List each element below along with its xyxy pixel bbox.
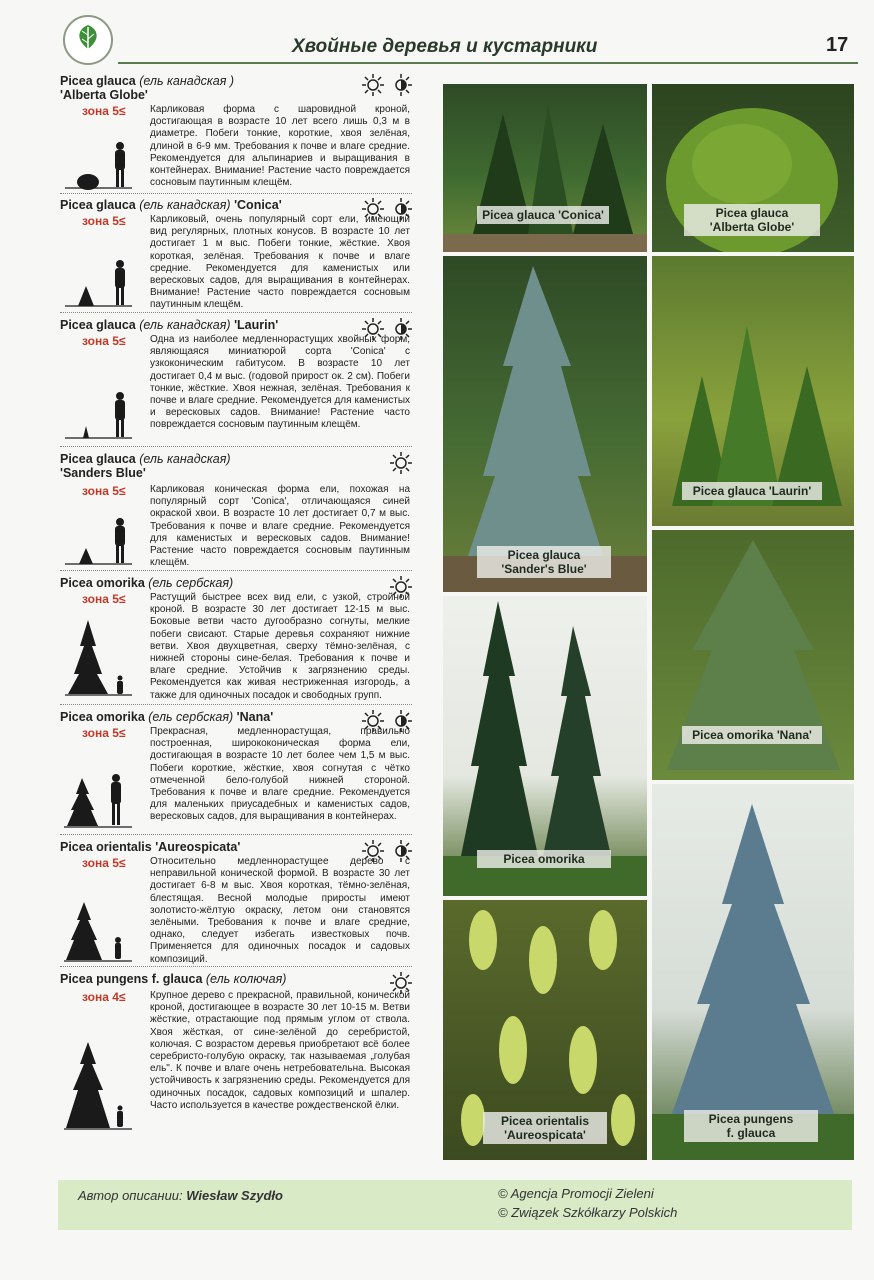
photo-caption: Picea omorika 'Nana': [682, 726, 822, 744]
title-ru: (ель сербская): [148, 576, 234, 590]
entry-description: Относительно медленнорастущее дерево с неправильной конической формой. В возрасте 30 лет достигает 6-8 м выс. Хвоя короткая, тёмно-зелёная, блестящая. Весной молодые приросты имеют золотисто-жёлтую окраску, летом они становятся зелёными. Требования к почве и влаге средние, однако, следует избегать известковых почв. Применяется для одиночных посадок и садовых композиций.: [150, 856, 410, 965]
photo-caption: Picea glauca 'Laurin': [682, 482, 822, 500]
entry-divider: [60, 570, 412, 571]
zone-label: зона 5≤: [82, 592, 126, 606]
entry-description: Прекрасная, медленнорастущая, правильно построенная, ширококоническая форма ели, достигающая в возрасте 10 лет более чем 1,5 м выс. Побеги короткие, жёсткие, хвоя согнутая с чётко отмеченной бело-голубой нижней стороной. Требования к почве и влаге средние. Рекомендуется для маленьких приусадебных и каменистых садов, вересковых садов, для выращивания в контейнерах.: [150, 726, 410, 823]
photo-alberta-globe: [652, 84, 854, 252]
entry-divider: [60, 193, 412, 194]
entry-divider: [60, 312, 412, 313]
light-icons: [390, 452, 412, 474]
entry-omorika: [60, 576, 412, 702]
title-latin: Picea omorika: [60, 710, 145, 724]
title-cultivar: 'Aureospicata': [155, 840, 241, 854]
size-silhouette-icon: [60, 254, 135, 308]
title-ru: (ель канадская ): [139, 74, 235, 88]
light-icons: [362, 74, 412, 96]
title-ru: (ель сербская): [148, 710, 234, 724]
entry-conica: [60, 198, 412, 310]
zone-label: зона 5≤: [82, 726, 126, 740]
half-shade-icon: [390, 74, 412, 96]
photo-conica: [443, 84, 647, 252]
title-cultivar: 'Conica': [234, 198, 282, 212]
entry-omorika-nana: [60, 710, 412, 832]
entry-title: [60, 318, 412, 332]
photo-laurin: [652, 256, 854, 526]
entry-sanders-blue: [60, 452, 412, 568]
title-latin: Picea glauca: [60, 318, 136, 332]
entry-title: [60, 840, 412, 854]
entry-divider: [60, 446, 412, 447]
entry-description: Одна из наиболее медленнорастущих хвойных форм, являющаяся миниатюрой сорта 'Conica' с узкоконическим габитусом. В возрасте 10 лет достигает 0,4 м выс. (годовой прирост ок. 2 см). Побеги тонкие, жёсткие. Хвоя нежная, зелёная. Требования к почве и влаге средние. Рекомендуется для каменистых и вересковых садов. Внимание! Растение часто повреждается сосновым паутинным клещём.: [150, 334, 410, 431]
title-latin: Picea glauca: [60, 74, 136, 88]
zone-label: зона 5≤: [82, 104, 126, 118]
title-ru: (ель канадская): [139, 318, 231, 332]
title-latin: Picea omorika: [60, 576, 145, 590]
page-title: Хвойные деревья и кустарники: [292, 36, 598, 57]
entry-orientalis: [60, 840, 412, 964]
entry-title: [60, 972, 412, 986]
size-silhouette-icon: [60, 512, 135, 566]
size-silhouette-icon: [60, 386, 135, 440]
zone-label: зона 5≤: [82, 484, 126, 498]
entry-pungens-glauca: [60, 972, 412, 1138]
photo-caption: Picea orientalis 'Aureospicata': [483, 1112, 607, 1144]
header-divider: [118, 62, 858, 64]
title-latin: Picea orientalis: [60, 840, 152, 854]
title-cultivar: 'Sanders Blue': [60, 466, 146, 480]
photo-sanders-blue: [443, 256, 647, 592]
entry-title: [60, 452, 412, 480]
entry-title: [60, 710, 412, 724]
page-number: 17: [826, 34, 849, 56]
title-latin: Picea glauca: [60, 198, 136, 212]
leaf-logo-icon: [63, 15, 113, 65]
title-ru: (ель канадская): [139, 198, 231, 212]
title-ru: (ель колючая): [205, 972, 287, 986]
photo-caption: Picea omorika: [477, 850, 611, 868]
size-silhouette-icon: [60, 896, 135, 964]
entry-description: Карликовая коническая форма ели, похожая на популярный сорт 'Conica', отличающаяся синей окраской хвои. В возрасте 10 лет достигает 0,7 м выс. Требования к почве и влаге средние. Рекомендуется для каменистых и вересковых садов. Внимание! Растение часто повреждается сосновым паутинным клещём.: [150, 484, 410, 569]
entry-title: [60, 74, 412, 102]
entry-divider: [60, 834, 412, 835]
photo-pungens-glauca: [652, 784, 854, 1160]
title-cultivar: 'Alberta Globe': [60, 88, 148, 102]
size-silhouette-icon: [60, 136, 135, 190]
title-latin: Picea pungens f. glauca: [60, 972, 203, 986]
entry-description: Карликовая форма с шаровидной кроной, достигающая в возрасте 10 лет всего лишь 0,3 м в диаметре. Побеги тонкие, короткие, хвоя зелёная, длиной в 6-9 мм. Требования к почве и влаге средние. Рекомендуется для альпинариев и выращивания в контейнерах. Внимание! Растение часто повреждается сосновым паутинным клещём.: [150, 104, 410, 189]
photo-caption: Picea glauca 'Conica': [477, 206, 609, 224]
copyright-line: © Agencja Promocji Zieleni: [498, 1186, 654, 1201]
entry-description: Карликовый, очень популярный сорт ели, имеющий вид регулярных, плотных конусов. В возрасте 10 лет достигает 1 м выс. Побеги тонкие, жёсткие. Хвоя короткая, зелёная. Требования к почве и влаге средние. Рекомендуется для каменистых или вересковых садов, для выращивания в контейнерах. Внимание! Растение часто повреждается сосновым паутинным клещём.: [150, 214, 410, 311]
entry-divider: [60, 704, 412, 705]
title-latin: Picea glauca: [60, 452, 136, 466]
entry-title: [60, 198, 412, 212]
copyright-line: © Związek Szkółkarzy Polskich: [498, 1205, 678, 1220]
entry-laurin: [60, 318, 412, 444]
title-cultivar: 'Laurin': [234, 318, 279, 332]
sun-icon: [362, 74, 384, 96]
sun-icon: [390, 452, 412, 474]
size-silhouette-icon: [60, 1038, 135, 1134]
photo-caption: Picea glauca 'Sander's Blue': [477, 546, 611, 578]
size-silhouette-icon: [60, 616, 135, 698]
entry-title: [60, 576, 412, 590]
size-silhouette-icon: [60, 772, 135, 828]
zone-label: зона 5≤: [82, 856, 126, 870]
photo-omorika-nana: [652, 530, 854, 780]
zone-label: зона 5≤: [82, 214, 126, 228]
author-credit: Автор описании: Wiesław Szydło: [78, 1188, 283, 1203]
entry-description: Растущий быстрее всех вид ели, с узкой, стройной кроной. В возрасте 30 лет достигает 12-15 м выс. Боковые ветви часто дугообразно согнуты, мелкие побеги свисают. Старые деревья сохраняют нижние ветви. Хвоя двухцветная, сверху тёмно-зелёная, с нижней стороны сине-белая. Требования к почве и влаге средние. Устойчив к загрязнению среды. Рекомендуется как живая нестриженная изгородь, а также для одиночных посадок и свободных групп.: [150, 592, 410, 701]
zone-label: зона 5≤: [82, 334, 126, 348]
photo-caption: Picea glauca 'Alberta Globe': [684, 204, 820, 236]
zone-label: зона 4≤: [82, 990, 126, 1004]
photo-caption: Picea pungens f. glauca: [684, 1110, 818, 1142]
photo-orientalis-aureospicata: [443, 900, 647, 1160]
photo-omorika: [443, 596, 647, 896]
title-cultivar: 'Nana': [236, 710, 274, 724]
entry-divider: [60, 966, 412, 967]
footer-bar: [58, 1180, 852, 1230]
title-ru: (ель канадская): [139, 452, 231, 466]
entry-alberta-globe: [60, 74, 412, 192]
entry-description: Крупное дерево с прекрасной, правильной, конической кроной, достигающее в возрасте 30 лет 10-15 м. Ветви жёсткие, отрастающие под прямым углом от ствола. Хвоя жёсткая, от сине-зелёной до серебристой, колючая. С возрастом деревья приобретают всё более серебристо-голубую окраску, так называемая „голубая ель". К почве и влаге очень нетребовательна. Высокая устойчивость к загрязнению среды. Рекомендуется для одиночных посадок, садовых композиций и шпалер. Часто используется в качестве рождественской ёлки.: [150, 990, 410, 1111]
